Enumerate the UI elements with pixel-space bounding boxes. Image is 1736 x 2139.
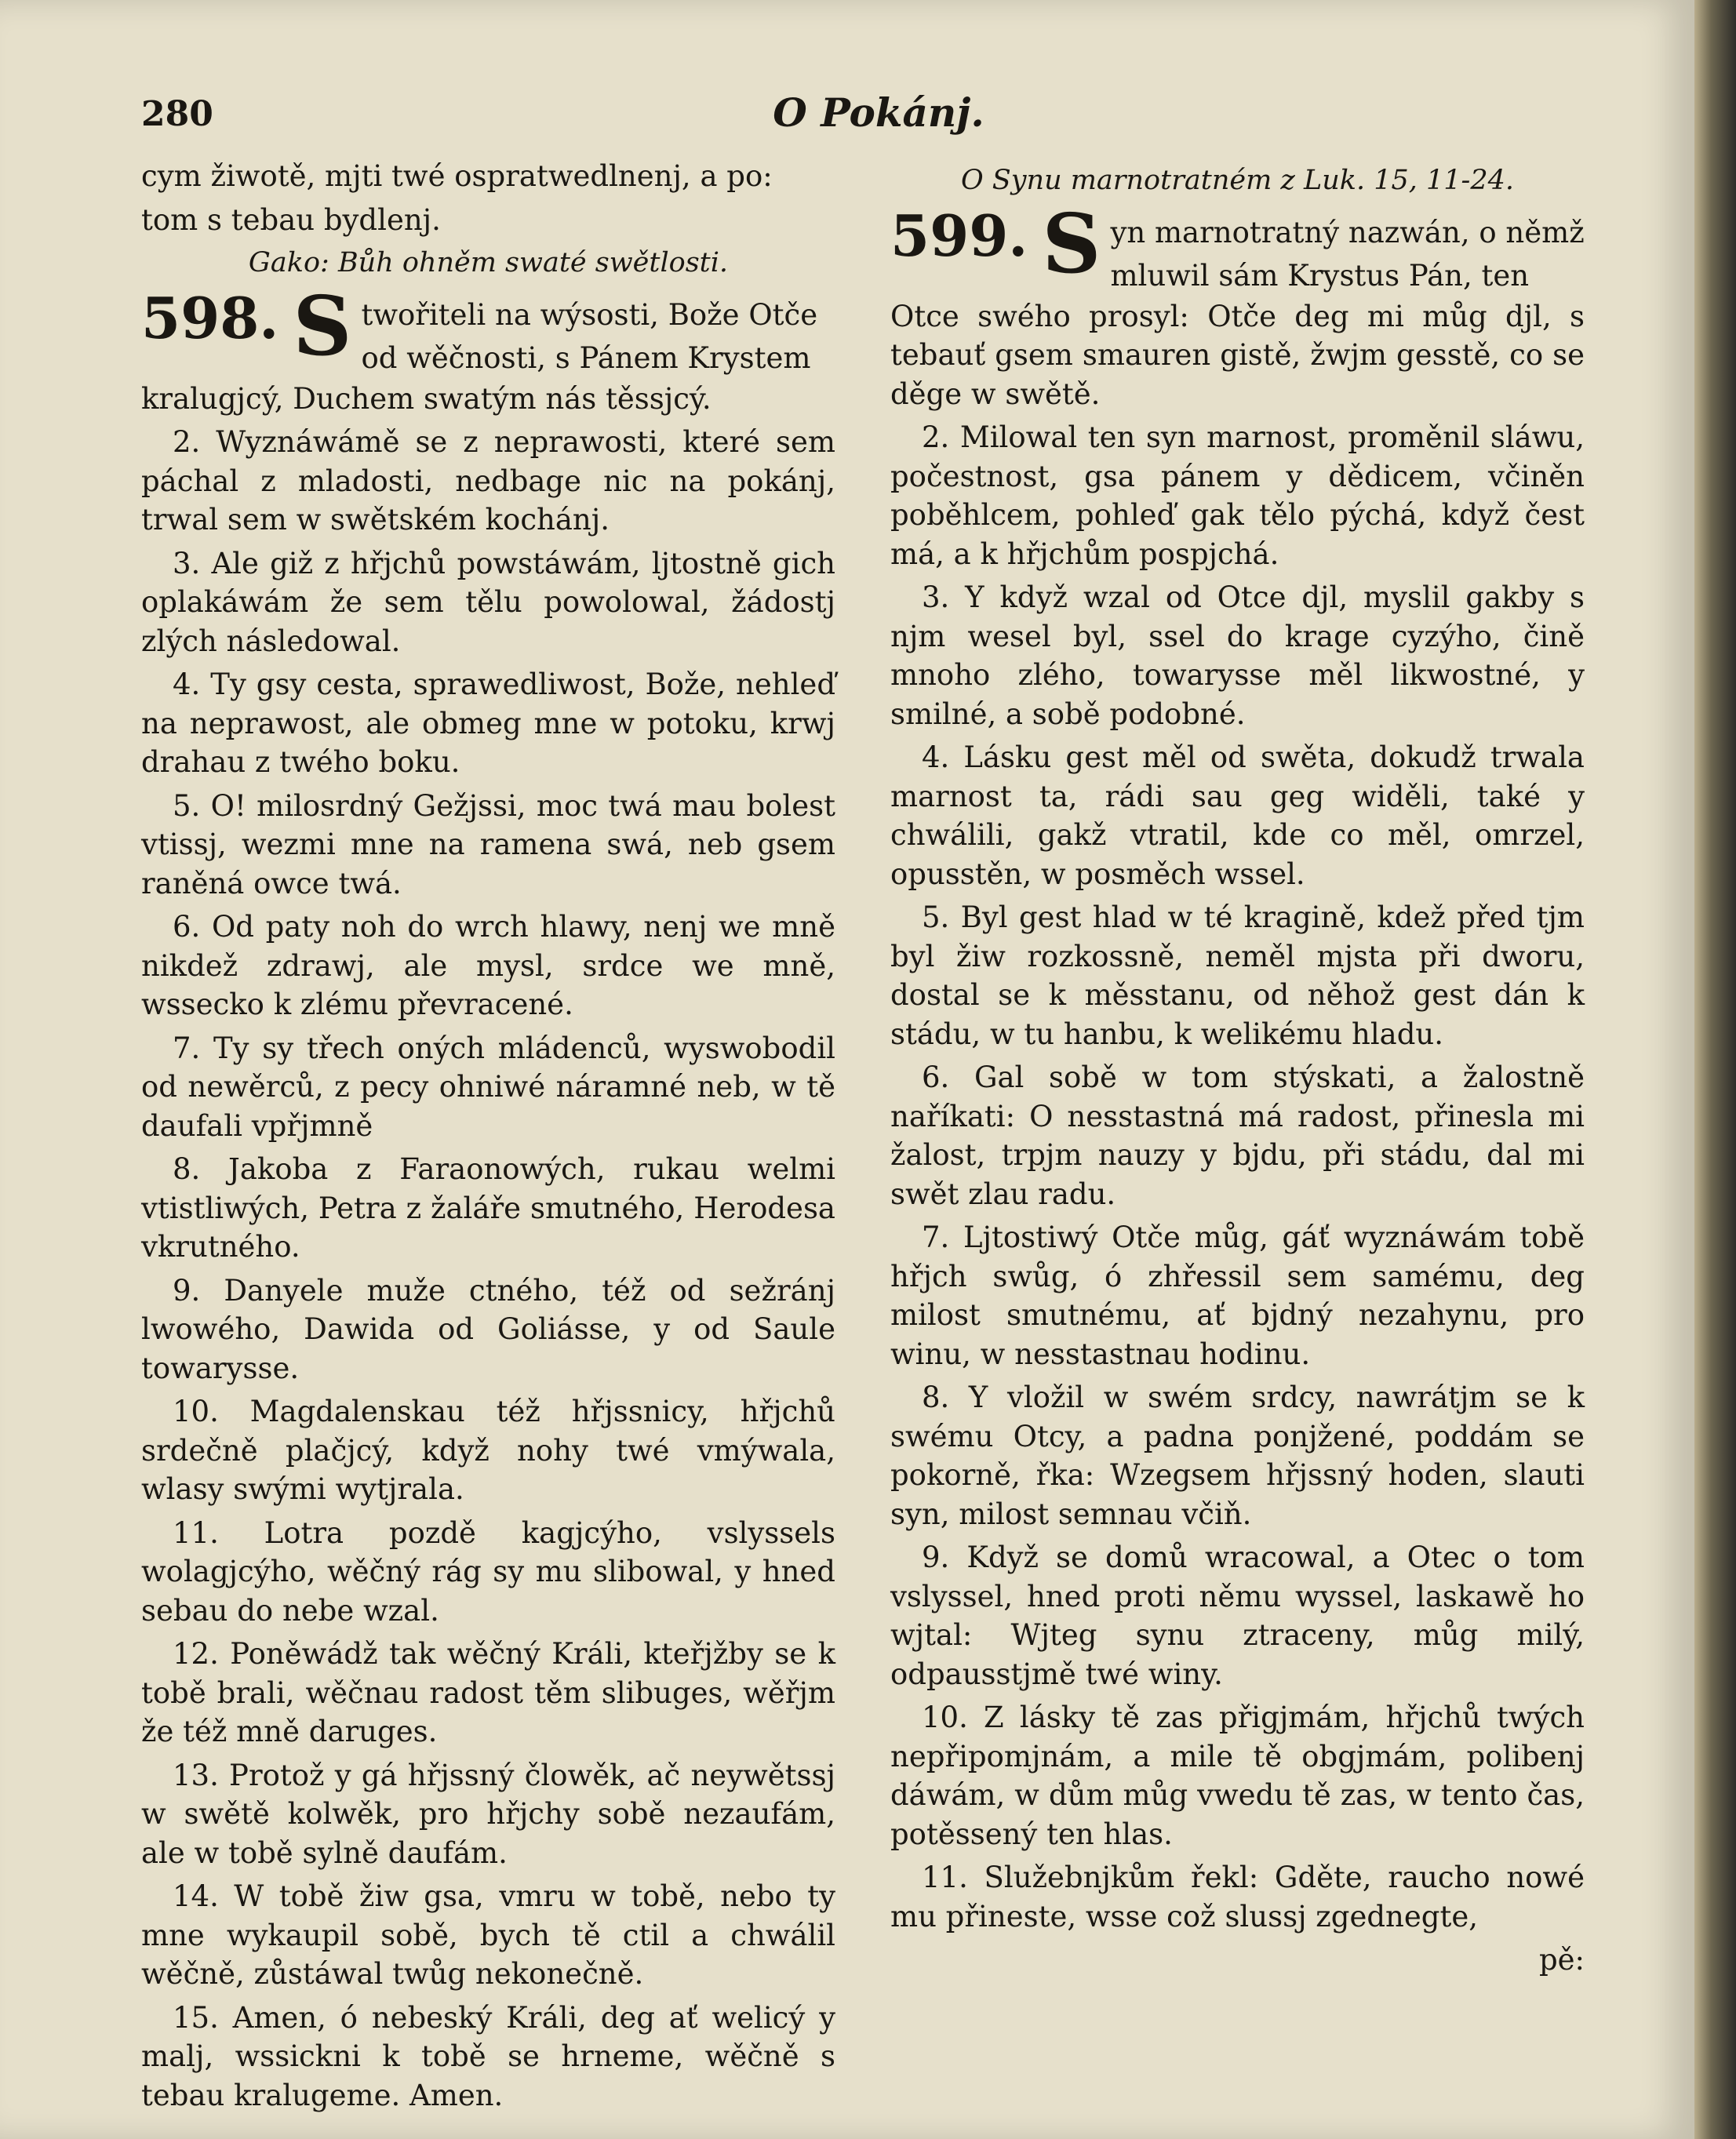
right-column bbox=[890, 157, 1585, 1984]
verse: 7. Ljtostiwý Otče můg, gáť wyznáwám tobě hřjch swůg, ó zhřessil sem samému, deg milost smutnému, ať bjdný nezahynu, pro winu, w nesstastnau hodinu. bbox=[890, 1220, 1585, 1371]
verse: 9. Když se domů wracowal, a Otec o tom vslyssel, hned proti němu wyssel, laskawě ho wjtal: Wjteg synu ztraceny, můg milý, odpausstjmě twé winy. bbox=[890, 1541, 1585, 1691]
verse: 5. O! milosrdný Gežjssi, moc twá mau bolest vtissj, wezmi mne na ramena swá, neb gsem raněná owce twá. bbox=[141, 788, 835, 900]
drop-cap: S bbox=[293, 277, 352, 374]
tune-indication: O Synu marnotratném z Luk. 15, 11-24. bbox=[960, 165, 1515, 196]
verse: 6. Od paty noh do wrch hlawy, nenj we mně nikdež zdrawj, ale mysl, srdce we mně, wssecko k zlému převracené. bbox=[141, 910, 835, 1021]
page-number: 280 bbox=[141, 94, 213, 134]
verse: 4. Ty gsy cesta, sprawedliwost, Bože, nehleď na neprawost, ale obmeg mne w potoku, krwj drahau z twého boku. bbox=[141, 668, 835, 779]
verse: 8. Jakoba z Faraonowých, rukau welmi vtistliwých, Petra z žaláře smutného, Herodesa vkrutného. bbox=[141, 1152, 835, 1264]
verse: 10. Z lásky tě zas přigjmám, hřjchů twých nepřipomjnám, a mile tě obgjmám, polibenj dáwám, w dům můg vwedu tě zas, w tento čas, potěssený ten hlas. bbox=[890, 1701, 1585, 1851]
verse: 8. Y vložil w swém srdcy, nawrátjm se k swému Otcy, a padna ponjžené, poddám se pokorně, řka: Wzegsem hřjssný hoden, slauti syn, milost semnau včiň. bbox=[890, 1381, 1585, 1531]
verse: 4. Lásku gest měl od swěta, dokudž trwala marnost ta, rádi sau geg widěli, také y chwálili, gakž vtratil, kde co měl, omrzel, opusstěn, w posměch wssel. bbox=[890, 740, 1585, 891]
verse: 2. Wyznáwámě se z neprawosti, které sem páchal z mladosti, nedbage nic na pokánj, trwal sem w swětském kochánj. bbox=[141, 425, 835, 537]
drop-cap: S bbox=[1042, 195, 1101, 292]
verse: 2. Milowal ten syn marnost, proměnil sláwu, počestnost, gsa pánem y dědicem, včiněn poběhlcem, pohleď gak tělo pýchá, když čest má, a k hřjchům pospjchá. bbox=[890, 420, 1585, 571]
verse: 12. Poněwádž tak wěčný Králi, kteřjžby se k tobě brali, wěčnau radost těm slibuges, wěřjm že též mně daruges. bbox=[141, 1637, 835, 1748]
tune-indication: Gako: Bůh ohněm swaté swětlosti. bbox=[248, 247, 729, 278]
verse: 10. Magdalenskau též hřjssnicy, hřjchů srdečně plačjcý, když nohy twé vmýwala, wlasy swými wytjrala. bbox=[141, 1395, 835, 1506]
continuation-line: tom s tebau bydlenj. bbox=[141, 202, 441, 237]
verse: 7. Ty sy třech oných mládenců, wyswobodil od newěrců, z pecy ohniwé náramné neb, w tě daufali vpřjmně bbox=[141, 1031, 835, 1143]
hymn-number: 599. bbox=[890, 202, 1028, 269]
running-head bbox=[141, 86, 1616, 141]
hymn-number: 598. bbox=[141, 284, 279, 351]
hymn-line: kralugjcý, Duchem swatým nás těssjcý. bbox=[141, 381, 712, 416]
running-title: O Pokánj. bbox=[773, 89, 984, 136]
hymn-599-head bbox=[890, 195, 1585, 296]
hymn-first-line-2: mluwil sám Krystus Pán, ten bbox=[1110, 259, 1530, 293]
verse: 13. Protož y gá hřjssný člowěk, ač neywětssj w swětě kolwěk, pro hřjchy sobě nezaufám, ale w tobě sylně daufám. bbox=[141, 1758, 835, 1870]
catchword: pě: bbox=[1538, 1943, 1585, 1977]
verse: 5. Byl gest hlad w té kragině, kdež před tjm byl žiw rozkossně, neměl mjsta při dworu, dostal se k měsstanu, od něhož gest dán k stádu, w tu hanbu, k welikému hladu. bbox=[890, 900, 1585, 1051]
verse: 11. Lotra pozdě kagjcýho, vslyssels wolagjcýho, wěčný rág sy mu slibowal, y hned sebau do nebe wzal. bbox=[141, 1515, 835, 1628]
verse: 15. Amen, ó nebeský Králi, deg ať welicý y malj, wssickni k tobě se hrneme, wěčně s tebau kralugeme. Amen. bbox=[141, 2000, 835, 2112]
continuation-line: cym žiwotě, mjti twé ospratwedlnenj, a po: bbox=[141, 159, 773, 193]
verse: 11. Služebnjkům řekl: Gděte, raucho nowé mu přineste, wsse což slussj zgednegte, bbox=[890, 1861, 1585, 1933]
hymn-first-line: twořiteli na wýsosti, Bože Otče bbox=[361, 297, 818, 332]
book-spine-edge bbox=[1694, 0, 1736, 2139]
left-column bbox=[141, 157, 835, 2119]
hymn-line: Otce swého prosyl: Otče deg mi můg djl, s tebauť gsem smauren gistě, žwjm gesstě, co se děge w swětě. bbox=[890, 299, 1585, 411]
verse: 3. Y když wzal od Otce djl, myslil gakby s njm wesel byl, ssel do krage cyzýho, čině mnoho zlého, towarysse měl likwostné, y smilné, a sobě podobné. bbox=[890, 580, 1585, 731]
verse: 14. W tobě žiw gsa, vmru w tobě, nebo ty mne wykaupil sobě, bych tě ctil a chwálil wěčně, zůstáwal twůg nekonečně. bbox=[141, 1879, 835, 1991]
hymn-598-head bbox=[141, 277, 835, 378]
verse: 6. Gal sobě w tom stýskati, a žalostně naříkati: O nesstastná má radost, přinesla mi žalost, trpjm nauzy y bjdu, při stádu, dal mi swět zlau radu. bbox=[890, 1060, 1585, 1211]
hymn-first-line-2: od wěčnosti, s Pánem Krystem bbox=[361, 341, 811, 375]
verse: 9. Danyele muže ctného, též od sežránj lwowého, Dawida od Goliásse, y od Saule towarysse. bbox=[141, 1273, 835, 1385]
hymn-first-line: yn marnotratný nazwán, o němž bbox=[1110, 215, 1585, 249]
verse: 3. Ale giž z hřjchů powstáwám, ljtostně gich oplakáwám že sem tělu powolowal, žádostj zlých následowal. bbox=[141, 546, 835, 658]
